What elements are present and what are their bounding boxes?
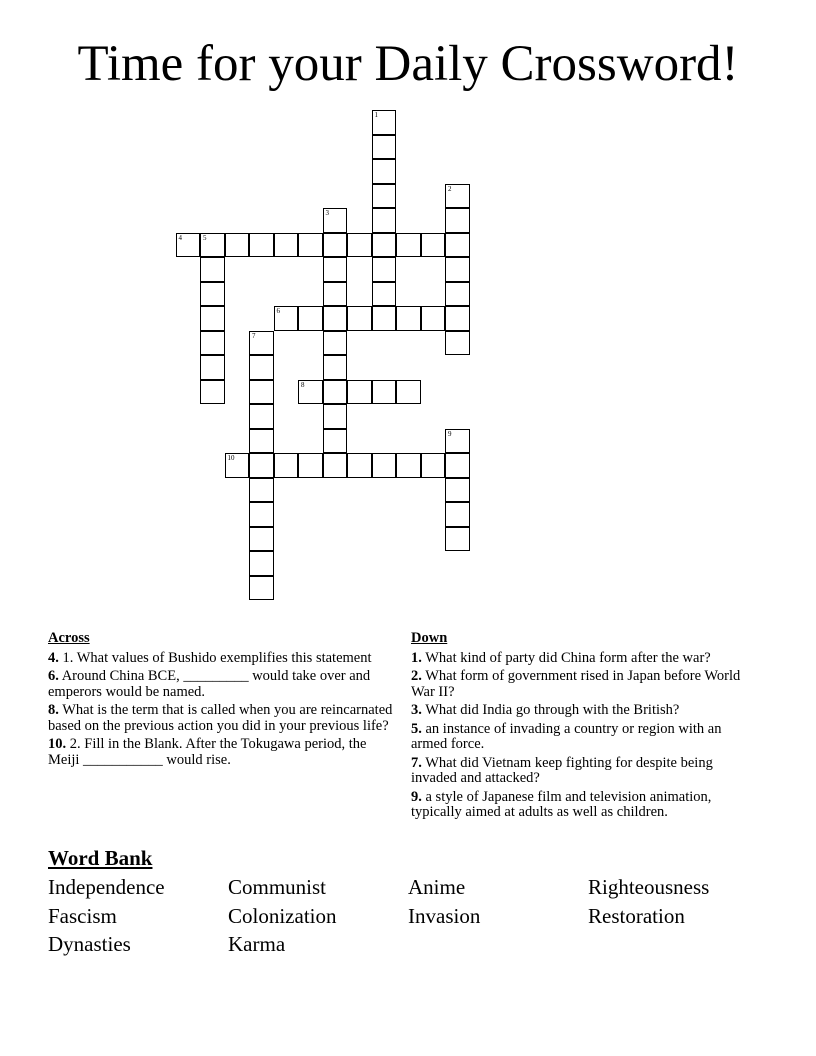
grid-cell[interactable]	[421, 306, 446, 331]
clue-across-8	[48, 703, 394, 734]
grid-cell[interactable]	[323, 404, 348, 429]
clue-number: 1.	[411, 649, 422, 666]
across-heading: Across	[48, 630, 90, 646]
grid-cell[interactable]	[274, 306, 299, 331]
grid-cell[interactable]	[249, 233, 274, 258]
grid-cell[interactable]	[249, 404, 274, 429]
grid-cell[interactable]	[200, 257, 225, 282]
grid-cell[interactable]	[445, 331, 470, 356]
clue-across-10	[48, 737, 394, 768]
grid-cell[interactable]	[298, 306, 323, 331]
clue-down-1	[411, 651, 761, 667]
clue-number: 10.	[48, 736, 67, 752]
clue-text: What did Vietnam keep fighting for despite being invaded and attacked?	[411, 754, 713, 786]
word-bank-item: Restoration	[588, 903, 685, 928]
grid-cell[interactable]	[249, 331, 274, 356]
clue-text: 1. What values of Bushido exemplifies this statement	[58, 649, 372, 666]
grid-cell[interactable]	[298, 233, 323, 258]
grid-cell[interactable]	[396, 453, 421, 478]
grid-cell[interactable]	[249, 453, 274, 478]
grid-cell[interactable]	[298, 380, 323, 405]
grid-cell[interactable]	[200, 306, 225, 331]
clue-text: What is the term that is called when you are reincarnated based on the previous action you did in your previous life?	[48, 702, 393, 734]
grid-cell[interactable]	[445, 233, 470, 258]
cell-number: 7	[252, 331, 256, 340]
clue-text: 2. Fill in the Blank. After the Tokugawa period, the Meiji ___________ would rise.	[48, 736, 367, 768]
grid-cell[interactable]	[323, 453, 348, 478]
word-bank-item: Righteousness	[588, 875, 710, 899]
grid-cell[interactable]	[445, 208, 470, 233]
grid-cell[interactable]	[274, 233, 299, 258]
grid-cell[interactable]	[445, 478, 470, 503]
grid-cell[interactable]	[323, 380, 348, 405]
clue-text: Around China BCE, _________ would take over and emperors would be named.	[48, 668, 371, 700]
grid-cell[interactable]	[445, 306, 470, 331]
grid-cell[interactable]	[421, 453, 446, 478]
grid-cell[interactable]	[347, 233, 372, 258]
grid-cell[interactable]	[249, 380, 274, 405]
word-bank-item: Colonization	[228, 903, 337, 928]
clue-number: 2.	[411, 668, 422, 684]
grid-cell[interactable]	[372, 282, 397, 307]
down-heading: Down	[411, 630, 448, 646]
grid-cell[interactable]	[347, 306, 372, 331]
clue-down-5	[411, 722, 761, 753]
grid-cell[interactable]	[372, 233, 397, 258]
grid-cell[interactable]	[200, 233, 225, 258]
grid-cell[interactable]	[445, 282, 470, 307]
clue-number: 9.	[411, 788, 422, 805]
word-bank	[48, 874, 768, 960]
clue-text: What form of government rised in Japan before World War II?	[411, 668, 741, 700]
grid-cell[interactable]	[372, 208, 397, 233]
grid-cell[interactable]	[396, 233, 421, 258]
cell-number: 6	[276, 307, 280, 315]
cell-number: 8	[301, 380, 305, 389]
grid-cell[interactable]	[323, 355, 348, 380]
grid-cell[interactable]	[396, 380, 421, 405]
word-bank-item: Invasion	[408, 903, 481, 928]
grid-cell[interactable]	[445, 184, 470, 209]
grid-cell[interactable]	[445, 453, 470, 478]
clue-across-4	[48, 651, 394, 667]
grid-cell[interactable]	[298, 453, 323, 478]
clue-number: 4.	[48, 649, 59, 666]
grid-cell[interactable]	[372, 257, 397, 282]
grid-cell[interactable]	[323, 306, 348, 331]
grid-cell[interactable]	[372, 306, 397, 331]
cell-number: 2	[448, 184, 452, 193]
grid-cell[interactable]	[200, 282, 225, 307]
word-bank-item: Karma	[228, 932, 286, 956]
grid-cell[interactable]	[176, 233, 201, 258]
clue-down-2	[411, 669, 761, 700]
grid-cell[interactable]	[323, 282, 348, 307]
grid-cell[interactable]	[396, 306, 421, 331]
grid-cell[interactable]	[323, 257, 348, 282]
clue-text: What kind of party did China form after the war?	[421, 649, 711, 666]
grid-cell[interactable]	[225, 453, 250, 478]
grid-cell[interactable]	[249, 502, 274, 527]
cell-number: 9	[448, 429, 452, 438]
page-title: Time for your Daily Crossword!	[77, 36, 739, 92]
word-bank-item: Independence	[48, 875, 165, 899]
grid-cell[interactable]	[249, 527, 274, 552]
clue-down-9	[411, 790, 761, 821]
grid-cell[interactable]	[372, 453, 397, 478]
down-clues	[411, 631, 761, 824]
grid-cell[interactable]	[421, 233, 446, 258]
grid-cell[interactable]	[445, 429, 470, 454]
cell-number: 5	[203, 233, 207, 242]
word-bank-item: Fascism	[48, 903, 117, 928]
grid-cell[interactable]	[249, 355, 274, 380]
grid-cell[interactable]	[249, 576, 274, 601]
cell-number: 1	[374, 111, 378, 119]
grid-cell[interactable]	[249, 478, 274, 503]
clue-number: 7.	[411, 754, 422, 771]
grid-cell[interactable]	[323, 233, 348, 258]
grid-cell[interactable]	[249, 429, 274, 454]
grid-cell[interactable]	[200, 380, 225, 405]
grid-cell[interactable]	[445, 502, 470, 527]
clue-number: 8.	[48, 702, 59, 718]
clue-across-6	[48, 669, 394, 700]
grid-cell[interactable]	[249, 551, 274, 576]
word-bank-title: Word Bank	[48, 846, 153, 870]
clue-text: an instance of invading a country or region with an armed force.	[411, 720, 722, 752]
word-bank-item: Communist	[228, 875, 327, 899]
cell-number: 3	[325, 209, 329, 217]
grid-cell[interactable]	[200, 355, 225, 380]
clue-number: 3.	[411, 702, 422, 718]
word-bank-item: Dynasties	[48, 932, 131, 956]
grid-cell[interactable]	[225, 233, 250, 258]
clue-down-3	[411, 703, 761, 719]
clue-text: a style of Japanese film and television animation, typically aimed at adults as well as children.	[411, 788, 712, 820]
grid-cell[interactable]	[323, 208, 348, 233]
grid-cell[interactable]	[372, 159, 397, 184]
grid-cell[interactable]	[445, 527, 470, 552]
grid-cell[interactable]	[372, 135, 397, 160]
clue-text: What did India go through with the British?	[421, 702, 680, 718]
clue-number: 5.	[411, 720, 422, 737]
grid-cell[interactable]	[323, 331, 348, 356]
grid-cell[interactable]	[347, 453, 372, 478]
grid-cell[interactable]	[200, 331, 225, 356]
grid-cell[interactable]	[274, 453, 299, 478]
grid-cell[interactable]	[347, 380, 372, 405]
grid-cell[interactable]	[445, 257, 470, 282]
word-bank-item: Anime	[408, 875, 466, 899]
grid-cell[interactable]	[372, 380, 397, 405]
clue-down-7	[411, 756, 761, 787]
cell-number: 4	[178, 233, 182, 242]
across-clues	[48, 631, 394, 771]
clue-number: 6.	[48, 668, 59, 684]
cell-number: 10	[227, 454, 235, 462]
grid-cell[interactable]	[323, 429, 348, 454]
grid-cell[interactable]	[372, 184, 397, 209]
grid-cell[interactable]	[372, 110, 397, 135]
